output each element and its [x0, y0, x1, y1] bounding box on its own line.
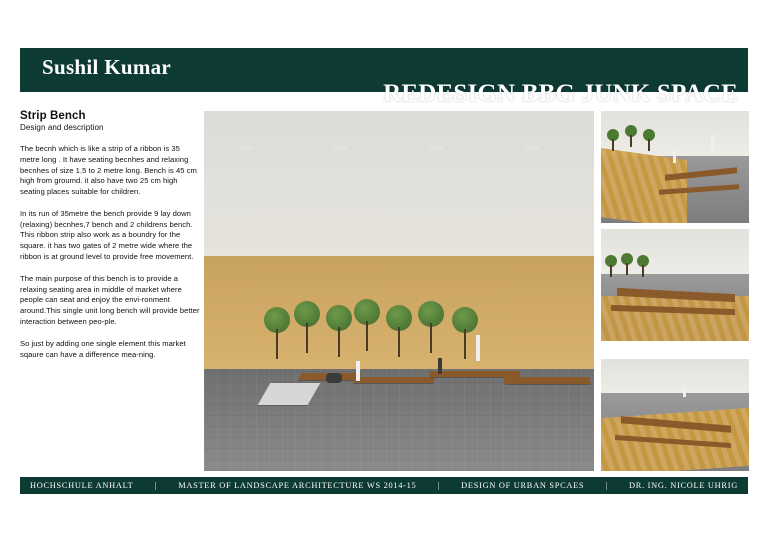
- author-name: Sushil Kumar: [42, 55, 172, 79]
- render-tree: [418, 301, 444, 353]
- thumb-sky: [601, 111, 749, 156]
- thumb-tree: [625, 125, 637, 147]
- footer-item-course: DESIGN OF URBAN SPCAES: [461, 481, 585, 490]
- description-paragraph-3: The main purpose of this bench is to provide a relaxing seating area in middle of market where people can seat and enjoy the envi-ronment around.This single unit long bench will provide better interaction between peo-ple.: [20, 273, 200, 326]
- watermark: pixa: [240, 145, 253, 152]
- description-paragraph-2: In its run of 35metre the bench provide 9 lay down (relaxing) becnhes,7 bench and 2 childrens bench. This ribbon strip also work as a boundry for the square. it has two gates of 2 metre wide where the ribbon is at ground level to provide free movement.: [20, 208, 194, 262]
- footer-separator: |: [437, 481, 440, 490]
- render-person: [476, 335, 480, 361]
- footer-item-program: MASTER OF LANDSCAPE ARCHITECTURE WS 2014-15: [178, 481, 417, 490]
- header-title-band: [383, 48, 748, 107]
- render-tree: [294, 301, 320, 353]
- watermark: pixa: [334, 145, 347, 152]
- footer-separator: |: [154, 481, 158, 490]
- render-plaza-paving: [204, 369, 594, 471]
- page-title: REDESIGN BBG JUNK SPACE: [383, 80, 738, 107]
- section-subtitle: Design and description: [20, 123, 104, 132]
- render-tree: [452, 307, 478, 359]
- render-tree: [386, 305, 412, 357]
- watermark: pixa: [430, 145, 443, 152]
- thumb-aerial-view: [600, 358, 750, 472]
- thumb-bench-detail: [600, 228, 750, 342]
- thumb-paving: [601, 296, 749, 341]
- watermark: pixa: [526, 145, 539, 152]
- footer-item-university: HOCHSCHULE ANHALT: [30, 481, 134, 490]
- render-tree: [326, 305, 352, 357]
- footer-item-professor: DR. ING. NICOLE UHRIG: [629, 481, 738, 490]
- footer-separator: |: [605, 481, 608, 490]
- description-column: [20, 110, 200, 371]
- section-title: Strip Bench: [20, 110, 86, 122]
- render-sky: [204, 111, 594, 256]
- main-perspective-render: [203, 110, 595, 472]
- thumb-tree: [607, 129, 619, 151]
- thumb-person: [683, 387, 686, 397]
- thumb-tree: [643, 129, 655, 151]
- thumb-tree: [621, 253, 633, 275]
- description-paragraph-4: So just by adding one single element this market sqaure can have a difference mea-ning.: [20, 338, 186, 359]
- render-person-seated: [326, 373, 342, 383]
- thumb-person: [673, 151, 676, 163]
- thumb-paving-view: [600, 110, 750, 224]
- description-paragraph-1: The becnh which is like a strip of a ribbon is 35 metre long . It have seating becnhes and relaxing becnhes of size 1.5 to 2 metre long. Bench is 45 cm high from groumd. it also have two 25 cm high seating places suitable for children.: [20, 144, 197, 197]
- render-bench-segment: [353, 377, 434, 383]
- thumb-sky: [601, 359, 749, 393]
- render-person: [438, 358, 442, 374]
- render-person: [356, 361, 360, 381]
- render-tree: [354, 299, 380, 351]
- thumb-tree: [605, 255, 617, 277]
- render-tree: [264, 307, 290, 359]
- render-bench-segment: [503, 377, 591, 384]
- footer-band: [20, 477, 748, 494]
- thumb-person: [711, 135, 714, 151]
- thumb-tree: [637, 255, 649, 277]
